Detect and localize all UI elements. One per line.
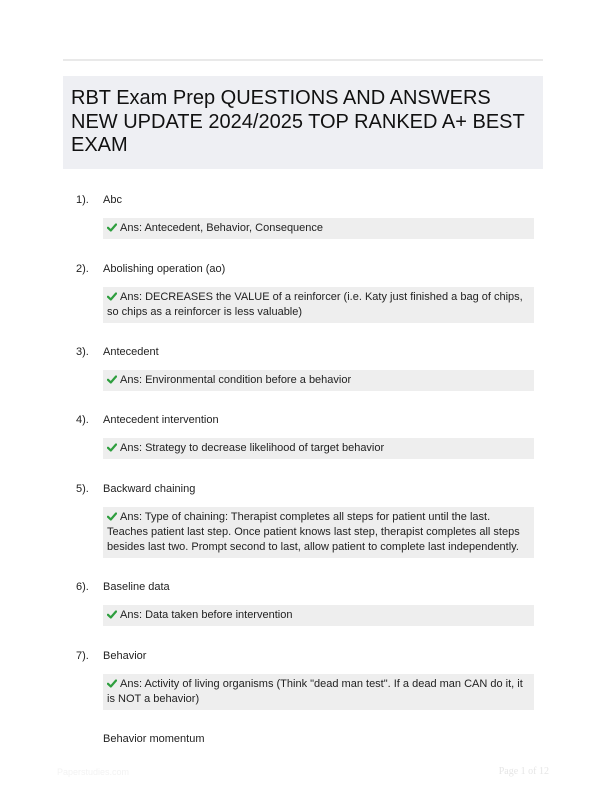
check-icon <box>107 375 117 384</box>
answer-box <box>103 507 534 558</box>
check-icon <box>107 512 117 521</box>
question-number: 1). <box>76 194 89 206</box>
document-title: RBT Exam Prep QUESTIONS AND ANSWERS NEW UPDATE 2024/2025 TOP RANKED A+ BEST EXAM <box>71 87 525 156</box>
question-number: 3). <box>76 346 89 358</box>
answer-text: Ans: Antecedent, Behavior, Consequence <box>120 222 324 234</box>
question-text: Abolishing operation (ao) <box>103 263 226 275</box>
question-number: 6). <box>76 581 89 593</box>
check-icon <box>107 610 117 619</box>
question-text: Antecedent intervention <box>103 414 219 426</box>
answer-text: Ans: DECREASES the VALUE of a reinforcer (i.e. Katy just finished a bag of chips, so chips as a reinforcer is less valuable) <box>107 291 523 318</box>
title-box <box>63 76 543 169</box>
answer-text: Ans: Environmental condition before a behavior <box>120 374 352 386</box>
top-rule <box>63 59 543 61</box>
question-text: Behavior <box>103 650 147 662</box>
question-number: 2). <box>76 263 89 275</box>
answer-text: Ans: Data taken before intervention <box>120 609 293 621</box>
question-number: 7). <box>76 650 89 662</box>
answer-box <box>103 218 534 239</box>
question-text: Abc <box>103 194 122 206</box>
check-icon <box>107 292 117 301</box>
answer-text: Ans: Type of chaining: Therapist completes all steps for patient until the last. Teaches patient last step. Once patient knows last step, therapist completes all steps besides last two. Prompt second to last, allow patient to complete last independently. <box>107 511 520 553</box>
answer-box <box>103 287 534 323</box>
answer-box <box>103 370 534 391</box>
answer-box <box>103 605 534 626</box>
answer-text: Ans: Activity of living organisms (Think "dead man test". If a dead man CAN do it, it is NOT a behavior) <box>107 678 523 705</box>
question-text: Backward chaining <box>103 483 196 495</box>
answer-box <box>103 438 534 459</box>
question-text: Baseline data <box>103 581 170 593</box>
answer-box <box>103 674 534 710</box>
check-icon <box>107 443 117 452</box>
check-icon <box>107 223 117 232</box>
question-text: Antecedent <box>103 346 159 358</box>
watermark: Paperstudies.com <box>57 767 130 777</box>
question-number: 4). <box>76 414 89 426</box>
answer-text: Ans: Strategy to decrease likelihood of target behavior <box>120 442 385 454</box>
question-number: 5). <box>76 483 89 495</box>
page-number: Page 1 of 12 <box>498 766 549 777</box>
check-icon <box>107 679 117 688</box>
question-text: Behavior momentum <box>103 733 205 745</box>
